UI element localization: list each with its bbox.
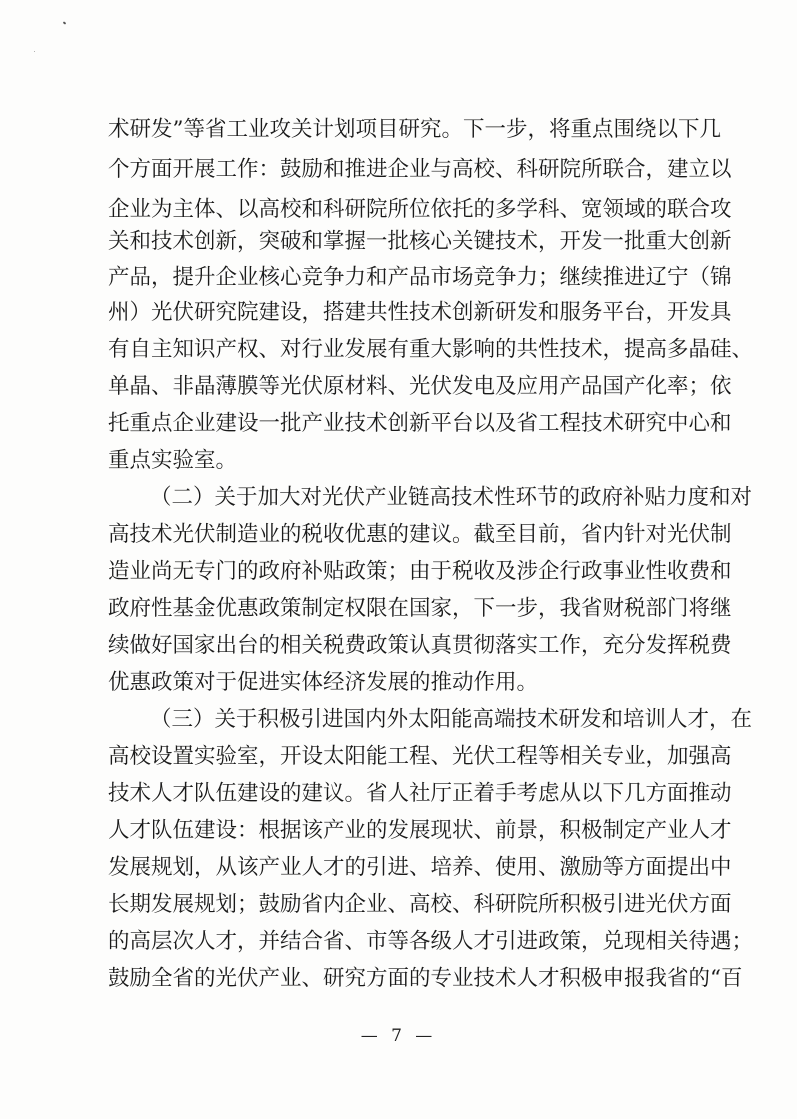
text-line: 个方面开展工作：鼓励和推进企业与高校、科研院所联合，建立以	[108, 157, 732, 182]
scan-speck	[34, 51, 35, 52]
text-line: 有自主知识产权、对行业发展有重大影响的共性技术，提高多晶硅、	[108, 337, 754, 362]
text-line: 鼓励全省的光伏产业、研究方面的专业技术人才积极申报我省的“百	[108, 966, 743, 991]
text-line: （二）关于加大对光伏产业链高技术性环节的政府补贴力度和对	[150, 485, 753, 510]
text-line: 高校设置实验室，开设太阳能工程、光伏工程等相关专业，加强高	[108, 744, 732, 769]
text-line: 术研发”等省工业攻关计划项目研究。下一步，将重点围绕以下几	[108, 117, 721, 142]
text-line: 造业尚无专门的政府补贴政策；由于税收及涉企行政事业性收费和	[108, 559, 732, 584]
text-line: 人才队伍建设：根据该产业的发展现状、前景，积极制定产业人才	[108, 818, 732, 843]
text-line: 政府性基金优惠政策制定权限在国家，下一步，我省财税部门将继	[108, 596, 732, 621]
text-line: 州）光伏研究院建设，搭建共性技术创新研发和服务平台，开发具	[108, 300, 732, 325]
page-number: — 7 —	[360, 1026, 437, 1046]
text-line: 重点实验室。	[108, 448, 238, 473]
text-line: 优惠政策对于促进实体经济发展的推动作用。	[108, 670, 539, 695]
text-line: 长期发展规划；鼓励省内企业、高校、科研院所积极引进光伏方面	[108, 892, 732, 917]
text-line: 技术人才队伍建设的建议。省人社厅正着手考虑从以下几方面推动	[108, 781, 732, 806]
text-line: 单晶、非晶薄膜等光伏原材料、光伏发电及应用产品国产化率；依	[108, 374, 732, 399]
scan-speck	[63, 21, 67, 24]
text-line: 续做好国家出台的相关税费政策认真贯彻落实工作，充分发挥税费	[108, 633, 732, 658]
text-line: 高技术光伏制造业的税收优惠的建议。截至目前，省内针对光伏制	[108, 522, 732, 547]
text-line: 产品，提升企业核心竞争力和产品市场竞争力；继续推进辽宁（锦	[108, 265, 732, 290]
text-line: 关和技术创新，突破和掌握一批核心关键技术，开发一批重大创新	[108, 229, 732, 254]
text-line: 发展规划，从该产业人才的引进、培养、使用、激励等方面提出中	[108, 855, 732, 880]
text-line: 的高层次人才，并结合省、市等各级人才引进政策，兑现相关待遇；	[108, 929, 754, 954]
text-line: 托重点企业建设一批产业技术创新平台以及省工程技术研究中心和	[108, 411, 732, 436]
text-line: （三）关于积极引进国内外太阳能高端技术研发和培训人才，在	[150, 707, 753, 732]
text-line: 企业为主体、以高校和科研院所位依托的多学科、宽领域的联合攻	[108, 197, 732, 222]
